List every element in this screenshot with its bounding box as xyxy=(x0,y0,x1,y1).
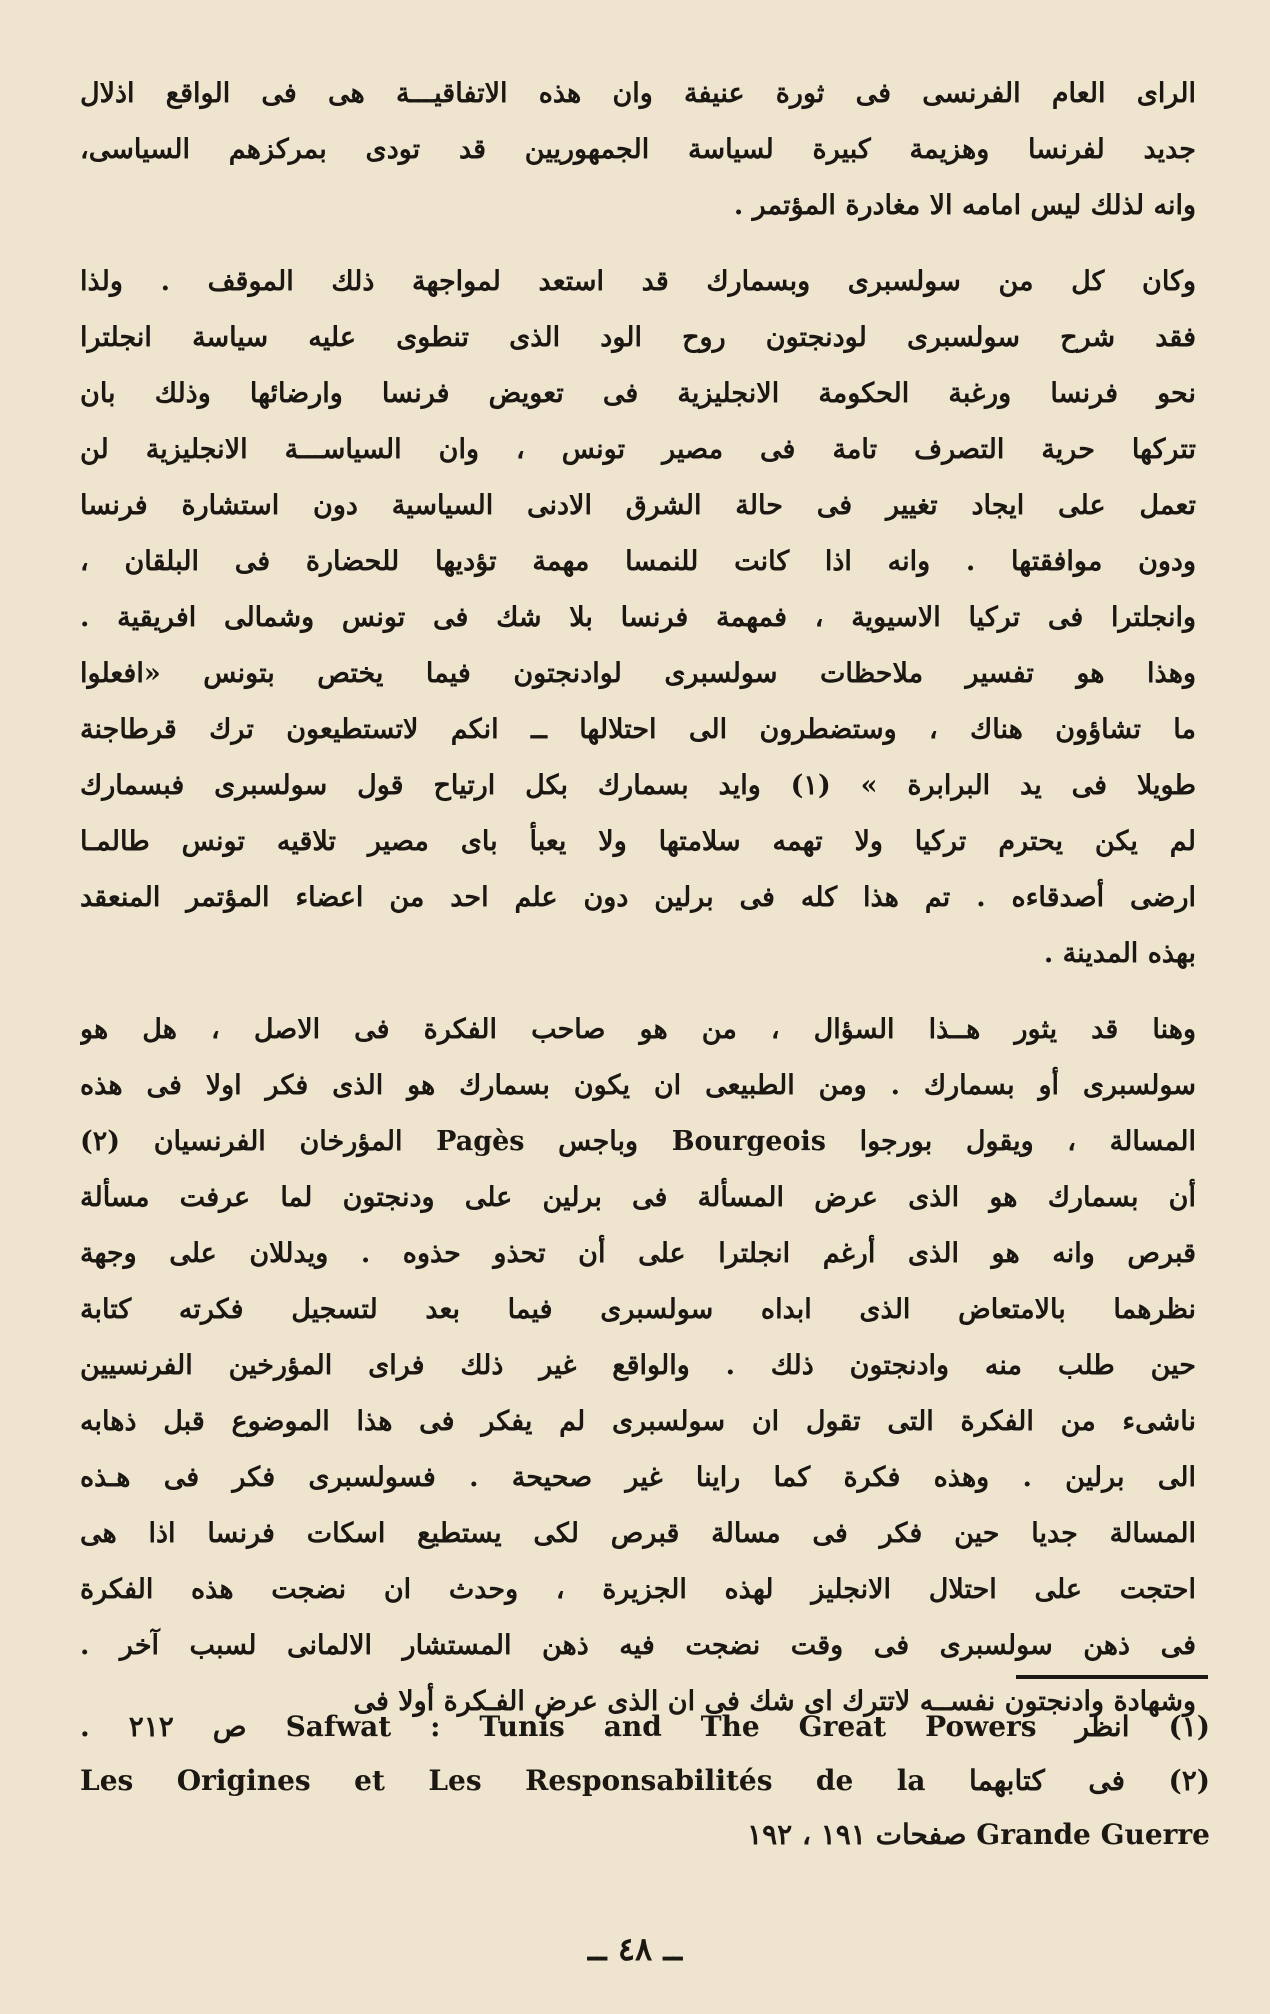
text-line: وشهادة وادنجتون نفســه لاتترك اى شك فى ان الذى عرض الفـكرة أولا فى xyxy=(353,1686,1196,1717)
footnote-line: (١) انظر Safwat : Tunis and The Great Powers ص ٢١٢ . xyxy=(80,1710,1210,1743)
text-line: قبرص وانه هو الذى أرغم انجلترا على أن تحذو حذوه . ويدللان على وجهة xyxy=(80,1238,1196,1269)
text-line: نحو فرنسا ورغبة الحكومة الانجليزية فى تعويض فرنسا وارضائها وذلك بان xyxy=(80,378,1196,409)
text-line: سولسبرى أو بسمارك . ومن الطبيعى ان يكون بسمارك هو الذى فكر اولا فى هذه xyxy=(80,1070,1196,1101)
footnote-line: (٢) فى كتابهما Les Origines et Les Responsabilités de la xyxy=(80,1764,1210,1797)
text-line: وانجلترا فى تركيا الاسيوية ، فمهمة فرنسا بلا شك فى تونس وشمالى افريقية . xyxy=(80,602,1196,633)
text-line: جديد لفرنسا وهزيمة كبيرة لسياسة الجمهوريين قد تودى بمركزهم السياسى، xyxy=(80,134,1196,165)
text-line: طويلا فى يد البرابرة » (١) وايد بسمارك بكل ارتياح قول سولسبرى فبسمارك xyxy=(80,770,1196,801)
text-line: أن بسمارك هو الذى عرض المسألة فى برلين على ودنجتون لما عرفت مسألة xyxy=(80,1182,1196,1213)
text-line: وانه لذلك ليس امامه الا مغادرة المؤتمر . xyxy=(733,190,1196,221)
paragraph xyxy=(80,254,1196,982)
text-line: ارضى أصدقاءه . تم هذا كله فى برلين دون علم احد من اعضاء المؤتمر المنعقد xyxy=(80,882,1196,913)
body-text xyxy=(80,66,1196,1750)
text-line: احتجت على احتلال الانجليز لهذه الجزيرة ، وحدث ان نضجت هذه الفكرة xyxy=(80,1574,1196,1605)
text-line: وكان كل من سولسبرى وبسمارك قد استعد لمواجهة ذلك الموقف . ولذا xyxy=(80,266,1196,297)
paragraph xyxy=(80,66,1196,234)
text-line: لم يكن يحترم تركيا ولا تهمه سلامتها ولا يعبأ باى مصير تلاقيه تونس طالمـا xyxy=(80,826,1196,857)
text-line: حين طلب منه وادنجتون ذلك . والواقع غير ذلك فراى المؤرخين الفرنسيين xyxy=(80,1350,1196,1381)
footnotes xyxy=(80,1700,1210,1862)
footnote-line: Grande Guerre صفحات ١٩١ ، ١٩٢ xyxy=(747,1818,1210,1851)
text-line: بهذه المدينة . xyxy=(1043,938,1196,969)
text-line: وهذا هو تفسير ملاحظات سولسبرى لوادنجتون فيما يختص بتونس «افعلوا xyxy=(80,658,1196,689)
text-line: المسالة جديا حين فكر فى مسالة قبرص لكى يستطيع اسكات فرنسا اذا هى xyxy=(80,1518,1196,1549)
text-line: الراى العام الفرنسى فى ثورة عنيفة وان هذه الاتفاقيـــة هى فى الواقع اذلال xyxy=(80,78,1196,109)
paragraph xyxy=(80,1002,1196,1730)
text-line: ما تشاؤون هناك ، وستضطرون الى احتلالها ــ انكم لاتستطيعون ترك قرطاجنة xyxy=(80,714,1196,745)
text-line: فى ذهن سولسبرى فى وقت نضجت فيه ذهن المستشار الالمانى لسبب آخر . xyxy=(80,1630,1196,1661)
text-line: ناشىء من الفكرة التى تقول ان سولسبرى لم يفكر فى هذا الموضوع قبل ذهابه xyxy=(80,1406,1196,1437)
text-line: ودون موافقتها . وانه اذا كانت للنمسا مهمة تؤديها للحضارة فى البلقان ، xyxy=(80,546,1196,577)
text-line: نظرهما بالامتعاض الذى ابداه سولسبرى فيما بعد لتسجيل فكرته كتابة xyxy=(80,1294,1196,1325)
footnote-separator xyxy=(1016,1675,1208,1679)
text-line: تتركها حرية التصرف تامة فى مصير تونس ، وان السياســـة الانجليزية لن xyxy=(80,434,1196,465)
text-line: الى برلين . وهذه فكرة كما راينا غير صحيحة . فسولسبرى فكر فى هـذه xyxy=(80,1462,1196,1493)
text-line: المسالة ، ويقول بورجوا Bourgeois وباجس Pagès المؤرخان الفرنسيان (٢) xyxy=(80,1126,1196,1157)
text-line: فقد شرح سولسبرى لودنجتون روح الود الذى تنطوى عليه سياسة انجلترا xyxy=(80,322,1196,353)
text-line: وهنا قد يثور هــذا السؤال ، من هو صاحب الفكرة فى الاصل ، هل هو xyxy=(80,1014,1196,1045)
page-number: ــ ٤٨ ــ xyxy=(587,1930,683,1968)
text-line: تعمل على ايجاد تغيير فى حالة الشرق الادنى السياسية دون استشارة فرنسا xyxy=(80,490,1196,521)
